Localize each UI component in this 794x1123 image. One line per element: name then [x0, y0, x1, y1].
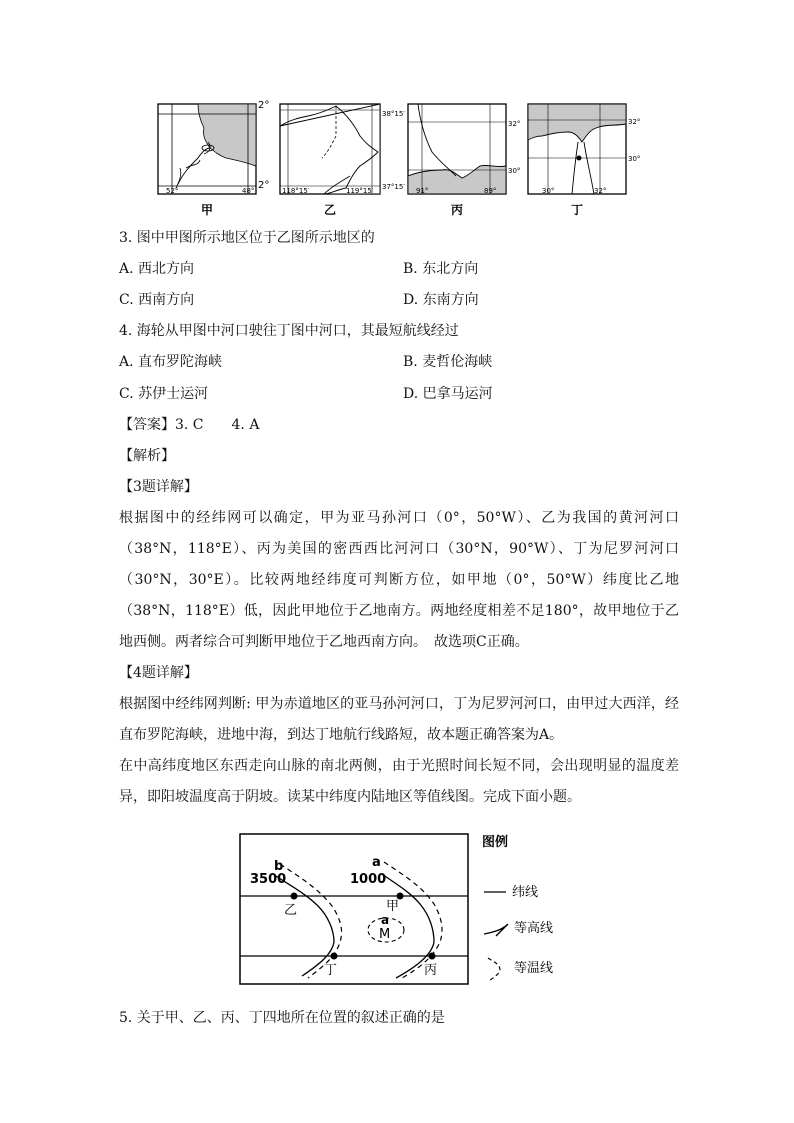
jia-lat-top: 2° — [258, 100, 270, 111]
contour-diagram-svg — [236, 826, 566, 990]
map-label-ding: 丁 — [570, 203, 584, 217]
jia-lat-bottom: 2° — [258, 180, 270, 191]
q3-option-a: A. 西北方向 — [119, 261, 195, 277]
label-point-bing: 丙 — [424, 963, 438, 978]
contour-diagram — [236, 826, 566, 990]
legend-title: 图例 — [482, 835, 509, 850]
q4-option-b: B. 麦哲伦海峡 — [403, 354, 493, 370]
yi-lon-right: 119°15′ — [346, 187, 374, 195]
q3-option-b: B. 东北方向 — [403, 261, 479, 277]
label-point-jia: 甲 — [386, 899, 400, 914]
bing-lon-right: 89° — [484, 187, 497, 195]
analysis-heading: 【解析】 — [119, 448, 175, 464]
point-yi-dot — [291, 893, 298, 900]
ding-lon-right: 32° — [594, 187, 607, 195]
yi-lon-left: 118°15′ — [282, 187, 310, 195]
intro-paragraph: 在中高纬度地区东西走向山脉的南北两侧，由于光照时间长短不同，会出现明显的温度差异，即阳坡温度高于阴坡。读某中纬度内陆地区等值线图。完成下面小题。 — [119, 758, 679, 805]
legend-latitude-label: 纬线 — [512, 885, 539, 900]
q3-stem: 3. 图中甲图所示地区位于乙图所示地区的 — [119, 230, 375, 246]
legend-isotherm-symbol — [488, 958, 500, 982]
q4-option-a: A. 直布罗陀海峡 — [119, 354, 223, 370]
legend-contour-label: 等高线 — [514, 921, 554, 936]
ding-lat-bottom: 30° — [628, 155, 641, 163]
bing-lat-top: 32° — [508, 120, 521, 128]
label-point-yi: 乙 — [284, 903, 298, 918]
legend-isotherm-label: 等温线 — [514, 961, 554, 976]
map-label-yi: 乙 — [323, 203, 337, 217]
label-3500: 3500 — [250, 872, 287, 887]
map-label-jia: 甲 — [200, 203, 214, 217]
q3-option-c: C. 西南方向 — [119, 292, 195, 308]
map-yi — [280, 104, 405, 195]
answer-line: 【答案】3. C 4. A — [119, 417, 260, 433]
map-jia — [158, 100, 269, 195]
point-bing-dot — [429, 953, 436, 960]
label-1000: 1000 — [350, 872, 387, 887]
detail4-heading: 【4题详解】 — [119, 665, 198, 681]
jia-lon-right: 48° — [242, 187, 255, 195]
label-a-top: a — [372, 855, 381, 870]
label-point-ding: 丁 — [324, 963, 338, 978]
q5-stem: 5. 关于甲、乙、丙、丁四地所在位置的叙述正确的是 — [119, 1010, 445, 1026]
label-center-m: M — [379, 927, 391, 942]
detail4-paragraph: 根据图中经纬网判断: 甲为赤道地区的亚马孙河河口，丁为尼罗河河口，由甲过大西洋，经直布罗陀海峡，进地中海，到达丁地航行线路短，故本题正确答案为A。 — [119, 696, 679, 743]
map-figures — [150, 96, 650, 220]
q4-option-d: D. 巴拿马运河 — [403, 386, 493, 402]
label-b: b — [274, 859, 284, 874]
jia-lon-left: 52° — [166, 187, 179, 195]
legend-contour-symbol — [484, 924, 508, 936]
q4-option-c: C. 苏伊士运河 — [119, 386, 209, 402]
map-bing — [408, 104, 520, 195]
label-center-a: a — [381, 913, 390, 927]
q4-stem: 4. 海轮从甲图中河口驶往丁图中河口，其最短航线经过 — [119, 323, 459, 339]
map-label-bing: 丙 — [450, 203, 464, 217]
bing-lon-left: 91° — [416, 187, 429, 195]
point-ding-dot — [331, 953, 338, 960]
map-ding — [528, 104, 640, 195]
ding-lon-left: 30° — [542, 187, 555, 195]
detail3-heading: 【3题详解】 — [119, 479, 198, 495]
detail3-paragraph: 根据图中的经纬网可以确定，甲为亚马孙河口（0°，50°W）、乙为我国的黄河河口（38°N，118°E）、丙为美国的密西西比河河口（30°N，90°W）、丁为尼罗河河口（30°N，30°E）。比较两地经纬度可判断方位，如甲地（0°，50°W）纬度比乙地（38°N，118°E）低，因此甲地位于乙地南方。两地经度相差不足180°，故甲地位于乙地西侧。两者综合可判断甲地位于乙地西南方向。 故选项C正确。 — [119, 510, 679, 650]
yi-lat-top: 38°15′ — [382, 110, 405, 118]
q3-option-d: D. 东南方向 — [403, 292, 479, 308]
yi-lat-bottom: 37°15′ — [382, 183, 405, 191]
ding-lat-top: 32° — [628, 118, 641, 126]
bing-lat-bottom: 30° — [508, 167, 521, 175]
map-figures-svg — [150, 96, 650, 220]
